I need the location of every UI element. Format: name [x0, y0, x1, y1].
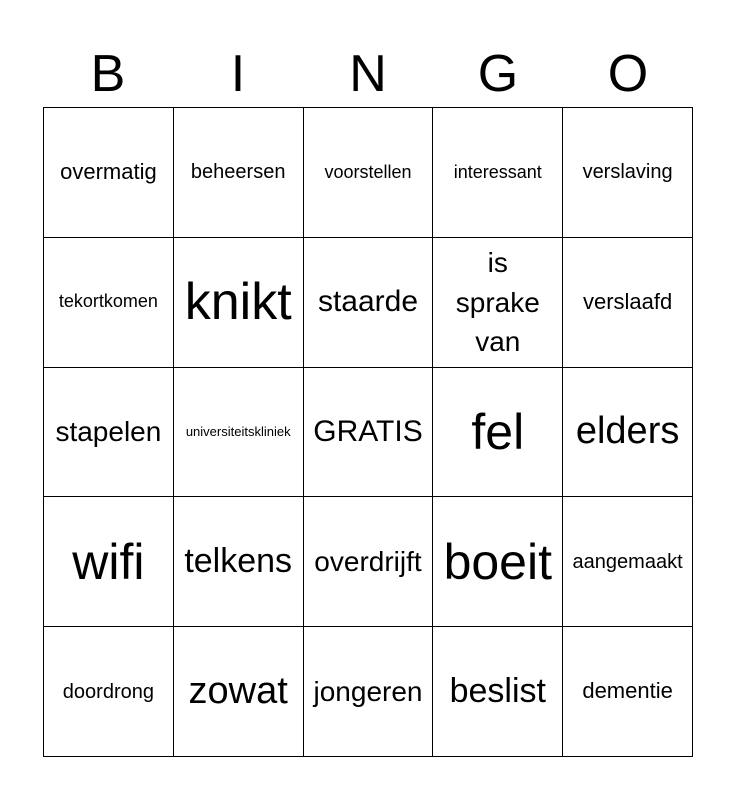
- bingo-cell[interactable]: [44, 238, 174, 368]
- bingo-cell[interactable]: [174, 238, 304, 368]
- cell-text: dementie: [582, 678, 673, 704]
- bingo-cell[interactable]: [304, 238, 434, 368]
- bingo-cell[interactable]: [433, 497, 563, 627]
- bingo-cell[interactable]: [563, 238, 693, 368]
- bingo-cell[interactable]: [304, 108, 434, 238]
- bingo-cell[interactable]: [433, 108, 563, 238]
- bingo-cell[interactable]: [563, 368, 693, 498]
- cell-text: doordrong: [62, 680, 154, 703]
- header-letter-b: B: [90, 45, 126, 103]
- bingo-cell[interactable]: [304, 627, 434, 757]
- cell-text: voorstellen: [324, 161, 412, 182]
- bingo-cell[interactable]: [433, 627, 563, 757]
- bingo-cell[interactable]: [44, 497, 174, 627]
- cell-text: wifi: [72, 533, 145, 590]
- bingo-cell[interactable]: [433, 238, 563, 368]
- header-letter-i: I: [230, 45, 246, 103]
- cell-text: beheersen: [190, 161, 286, 184]
- bingo-cell[interactable]: [44, 108, 174, 238]
- bingo-grid: [43, 107, 693, 757]
- cell-text: interessant: [453, 161, 542, 182]
- bingo-cell[interactable]: [433, 368, 563, 498]
- bingo-header: [43, 42, 693, 106]
- cell-text: GRATIS: [313, 414, 423, 448]
- bingo-cell[interactable]: [44, 368, 174, 498]
- cell-text: verslaving: [582, 161, 673, 184]
- cell-text: tekortkomen: [58, 291, 158, 312]
- cell-text: is sprake van: [455, 247, 540, 357]
- bingo-cell[interactable]: [174, 627, 304, 757]
- cell-text: jongeren: [313, 676, 423, 707]
- cell-text: universiteitskliniek: [185, 424, 291, 440]
- cell-text: telkens: [184, 542, 293, 581]
- cell-text: knikt: [184, 273, 292, 331]
- bingo-cell[interactable]: [304, 497, 434, 627]
- bingo-cell[interactable]: [563, 627, 693, 757]
- bingo-cell[interactable]: [304, 368, 434, 498]
- cell-text: boeit: [443, 533, 552, 590]
- bingo-cell[interactable]: [174, 108, 304, 238]
- cell-text: fel: [471, 403, 525, 460]
- cell-text: staarde: [317, 285, 419, 319]
- cell-text: overmatig: [60, 159, 157, 185]
- cell-text: zowat: [188, 669, 288, 712]
- cell-text: aangemaakt: [572, 550, 683, 573]
- header-letter-n: N: [349, 45, 387, 103]
- cell-text: stapelen: [55, 416, 162, 448]
- cell-text: overdrijft: [314, 546, 422, 578]
- bingo-cell[interactable]: [44, 627, 174, 757]
- cell-text: beslist: [449, 672, 546, 711]
- bingo-cell[interactable]: [563, 108, 693, 238]
- bingo-cell[interactable]: [563, 497, 693, 627]
- cell-text: elders: [575, 410, 680, 453]
- header-letter-g: G: [477, 45, 519, 103]
- bingo-cell[interactable]: [174, 497, 304, 627]
- header-letter-o: O: [607, 45, 649, 103]
- bingo-cell[interactable]: [174, 368, 304, 498]
- cell-text: verslaafd: [582, 289, 673, 314]
